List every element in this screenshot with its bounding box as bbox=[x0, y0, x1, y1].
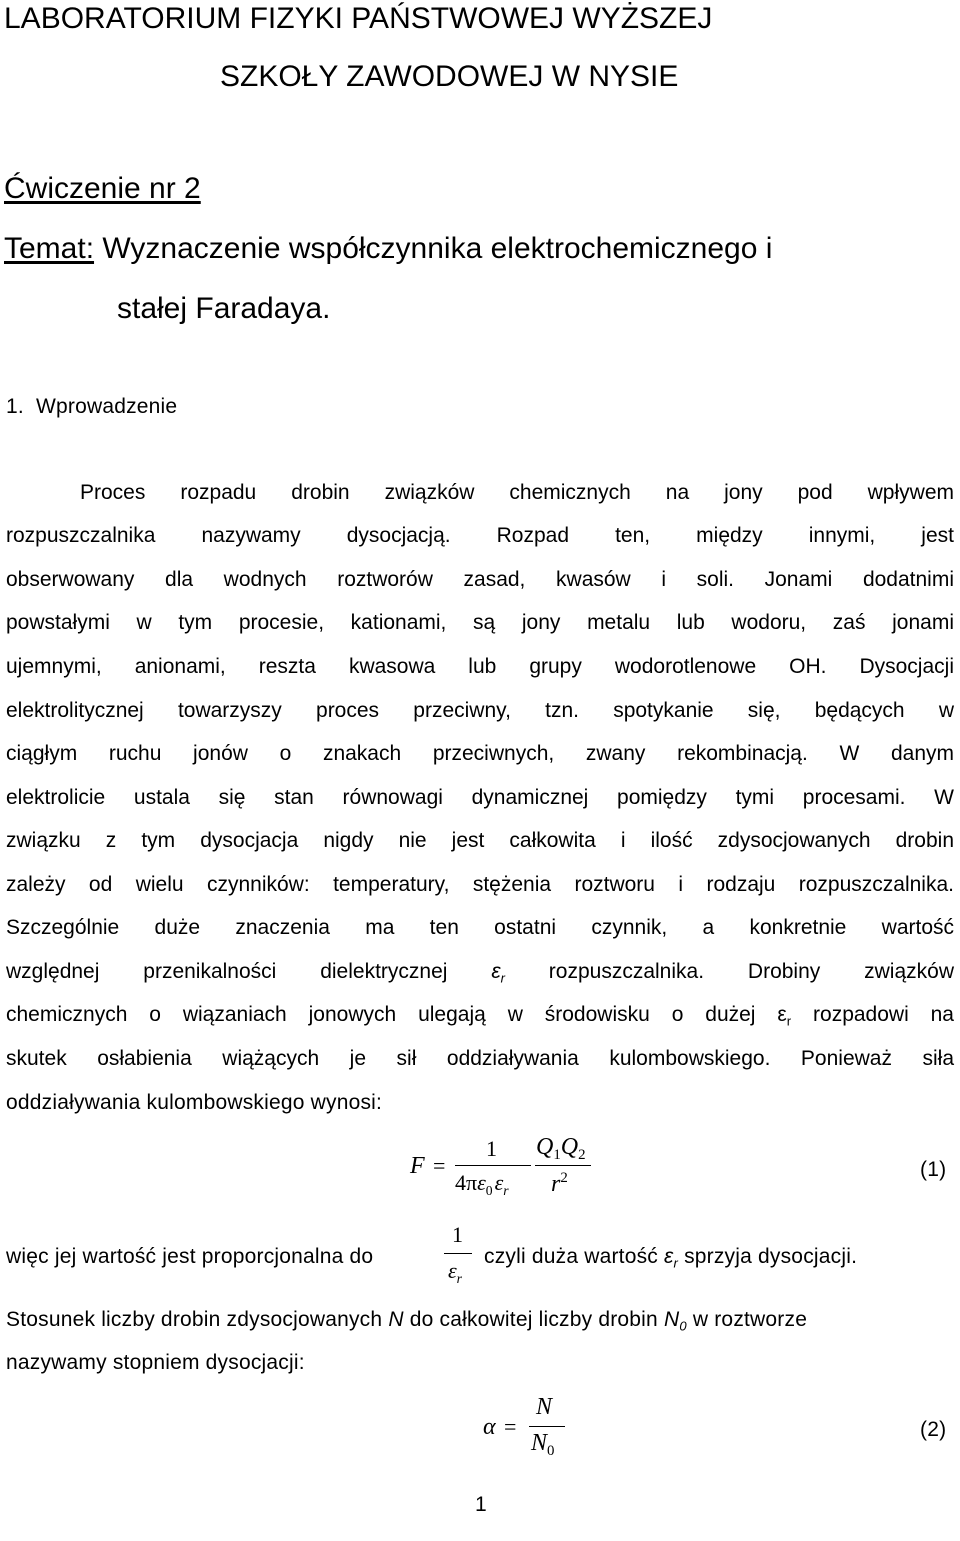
page-number: 1 bbox=[475, 1493, 487, 1516]
topic-heading-continued: stałej Faradaya. bbox=[117, 292, 331, 325]
paragraph-line: powstałymi w tym procesie, kationami, są jony metalu lub wodoru, zaś jonami bbox=[6, 611, 954, 634]
epsilon-r-symbol: $\varepsilon_r$ bbox=[664, 1245, 679, 1271]
eq2-lhs: α bbox=[483, 1414, 496, 1440]
equation-number-1: (1) bbox=[920, 1158, 947, 1181]
prop-frac-numerator: 1 bbox=[452, 1222, 463, 1247]
topic-label: Temat: bbox=[4, 232, 95, 265]
prop-frac-denominator: $\varepsilon_r$ bbox=[448, 1258, 462, 1286]
eq1-frac1-denominator: $4\pi\varepsilon_0\varepsilon_r$ bbox=[455, 1170, 509, 1198]
eq1-frac2-bar bbox=[535, 1165, 591, 1166]
n0-symbol: $N_0$ bbox=[663, 1308, 687, 1334]
topic-heading bbox=[4, 232, 772, 266]
title-line-1: LABORATORIUM FIZYKI PAŃSTWOWEJ WYŻSZEJ bbox=[4, 2, 713, 35]
topic-text: Wyznaczenie współczynnika elektrochemicznego i bbox=[102, 232, 773, 265]
equation-number-2: (2) bbox=[920, 1418, 947, 1441]
epsilon-r-symbol: $\varepsilon_r$ bbox=[491, 960, 505, 986]
eq1-frac2-denominator: $r^2$ bbox=[551, 1170, 568, 1197]
epsilon-r-symbol: $\varepsilon_r$ bbox=[777, 1003, 792, 1029]
eq1-equals: = bbox=[433, 1153, 446, 1178]
eq1-frac2-numerator: $Q_1Q_2$ bbox=[536, 1134, 586, 1164]
ratio-line-2: nazywamy stopniem dysocjacji: bbox=[6, 1351, 305, 1374]
eq1-frac1-bar bbox=[455, 1165, 531, 1166]
paragraph-line: oddziaływania kulombowskiego wynosi: bbox=[6, 1091, 383, 1114]
paragraph-line: Proces rozpadu drobin związków chemicznych na jony pod wpływem bbox=[80, 481, 954, 504]
paragraph-line: związku z tym dysocjacja nigdy nie jest całkowita i ilość zdysocjowanych drobin bbox=[6, 829, 954, 852]
paragraph-line: zależy od wielu czynników: temperatury, stężenia roztworu i rodzaju rozpuszczalnika. bbox=[6, 873, 954, 896]
eq1-frac1-numerator: 1 bbox=[486, 1136, 497, 1161]
proportional-text: więc jej wartość jest proporcjonalna do bbox=[6, 1245, 374, 1268]
paragraph-line: ujemnymi, anionami, reszta kwasowa lub grupy wodorotlenowe OH. Dysocjacji bbox=[6, 655, 954, 678]
eq2-denominator: $N_0$ bbox=[531, 1430, 555, 1460]
eq2-numerator: N bbox=[536, 1394, 553, 1420]
paragraph-line: rozpuszczalnika nazywamy dysocjacją. Rozpad ten, między innymi, jest bbox=[6, 524, 954, 547]
eq2-equals: = bbox=[504, 1414, 517, 1439]
ratio-line-1: Stosunek liczby drobin zdysocjowanych N do całkowitej liczby drobin $N_0$ w roztworze bbox=[6, 1308, 808, 1334]
eq2-frac-bar bbox=[529, 1426, 565, 1427]
exercise-heading: Ćwiczenie nr 2 bbox=[4, 172, 201, 205]
section-number: 1. bbox=[6, 395, 24, 418]
title-line-2: SZKOŁY ZAWODOWEJ W NYSIE bbox=[220, 60, 679, 93]
paragraph-line-epsilon: chemicznych o wiązaniach jonowych ulegają w środowisku o dużej $\varepsilon_r$ rozpadowi na bbox=[6, 1003, 954, 1029]
prop-frac-bar bbox=[444, 1253, 472, 1254]
proportional-text-after: czyli duża wartość $\varepsilon_r$ sprzyja dysocjacji. bbox=[484, 1245, 858, 1271]
paragraph-line: obserwowany dla wodnych roztworów zasad, kwasów i soli. Jonami dodatnimi bbox=[6, 568, 954, 591]
section-title: Wprowadzenie bbox=[36, 395, 178, 418]
section-heading bbox=[6, 395, 177, 419]
paragraph-line: skutek osłabienia wiążących je sił oddziaływania kulombowskiego. Ponieważ siła bbox=[6, 1047, 954, 1070]
paragraph-line: elektrolicie ustala się stan równowagi dynamicznej pomiędzy tymi procesami. W bbox=[6, 786, 954, 809]
paragraph-line-epsilon: względnej przenikalności dielektrycznej $\varepsilon_r$ rozpuszczalnika. Drobiny związków bbox=[6, 960, 954, 986]
eq1-lhs: F bbox=[410, 1153, 425, 1179]
paragraph-line: Szczególnie duże znaczenia ma ten ostatni czynnik, a konkretnie wartość bbox=[6, 916, 954, 939]
paragraph-line: elektrolitycznej towarzyszy proces przeciwny, tzn. spotykanie się, będących w bbox=[6, 699, 954, 722]
paragraph-line: ciągłym ruchu jonów o znakach przeciwnych, zwany rekombinacją. W danym bbox=[6, 742, 954, 765]
